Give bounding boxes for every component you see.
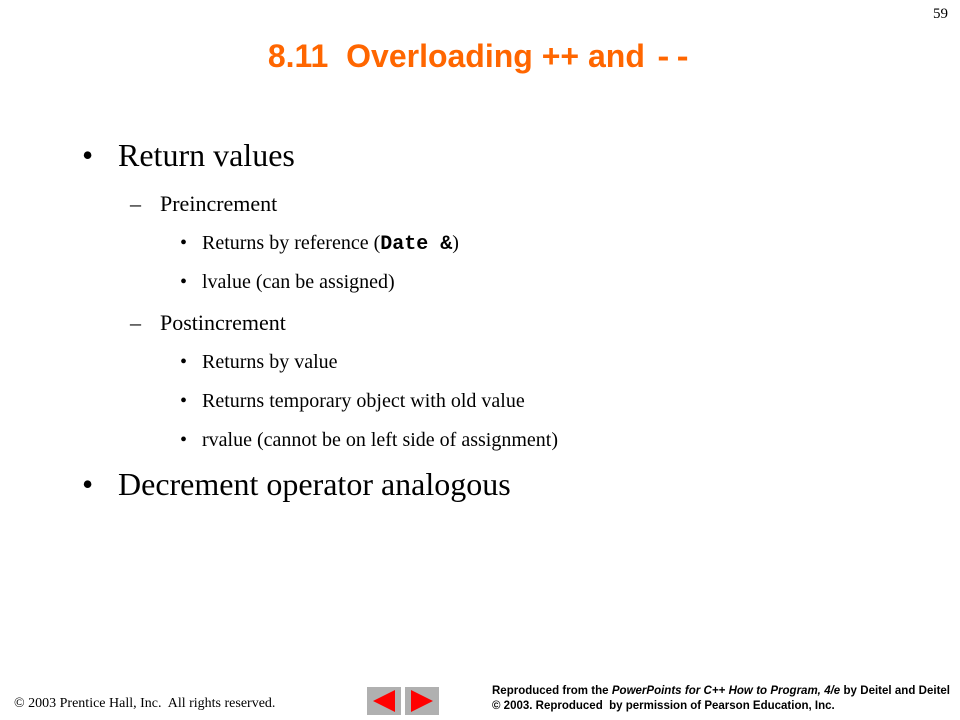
bullet-text: Return values xyxy=(118,137,295,173)
reproduction-text-2: by Deitel and Deitel © 2003. Reproduced by permission of Pearson Education, Inc. xyxy=(492,685,954,712)
sub-bullet-preincrement xyxy=(130,191,278,217)
item-text: Returns by reference ( xyxy=(202,232,381,254)
reproduction-source-title: PowerPoints for C++ How to Program, 4/e xyxy=(611,685,841,697)
list-item xyxy=(180,271,395,294)
dash-marker: – xyxy=(130,191,141,216)
bullet-marker: • xyxy=(180,390,188,412)
bullet-marker: • xyxy=(180,429,188,451)
item-text: lvalue (can be assigned) xyxy=(202,271,395,293)
list-item xyxy=(180,351,338,374)
bullet-marker: • xyxy=(82,137,94,173)
copyright-symbol: © xyxy=(14,696,25,711)
list-item xyxy=(180,429,558,452)
reproduction-notice xyxy=(492,684,954,714)
reproduction-text-1: Reproduced from the xyxy=(492,685,612,697)
title-text: 8.11 Overloading ++ and xyxy=(267,38,654,74)
bullet-marker: • xyxy=(180,232,188,254)
slide-navigation xyxy=(367,687,439,715)
item-text: rvalue (cannot be on left side of assignment) xyxy=(202,429,558,451)
bullet-decrement xyxy=(82,466,511,503)
bullet-marker: • xyxy=(180,351,188,373)
item-text: Returns by value xyxy=(202,351,338,373)
arrow-right-icon xyxy=(405,687,439,715)
item-text: Returns temporary object with old value xyxy=(202,390,525,412)
next-slide-button[interactable] xyxy=(405,687,439,715)
dash-marker: – xyxy=(130,310,141,335)
item-suffix: ) xyxy=(452,232,459,254)
sub-bullet-postincrement xyxy=(130,310,286,336)
item-code: Date & xyxy=(380,233,453,256)
list-item xyxy=(180,390,525,413)
bullet-marker: • xyxy=(180,271,188,293)
title-operator: -- xyxy=(653,40,693,77)
sub-bullet-text: Preincrement xyxy=(160,191,278,216)
bullet-marker: • xyxy=(82,466,94,502)
bullet-text: Decrement operator analogous xyxy=(118,466,511,502)
sub-bullet-text: Postincrement xyxy=(160,310,286,335)
bullet-return-values xyxy=(82,137,295,174)
list-item xyxy=(180,232,459,256)
copyright-notice xyxy=(14,696,275,712)
copyright-text: 2003 Prentice Hall, Inc. All rights reserved. xyxy=(24,696,276,711)
arrow-left-icon xyxy=(367,687,401,715)
previous-slide-button[interactable] xyxy=(367,687,401,715)
page-number: 59 xyxy=(933,6,948,22)
